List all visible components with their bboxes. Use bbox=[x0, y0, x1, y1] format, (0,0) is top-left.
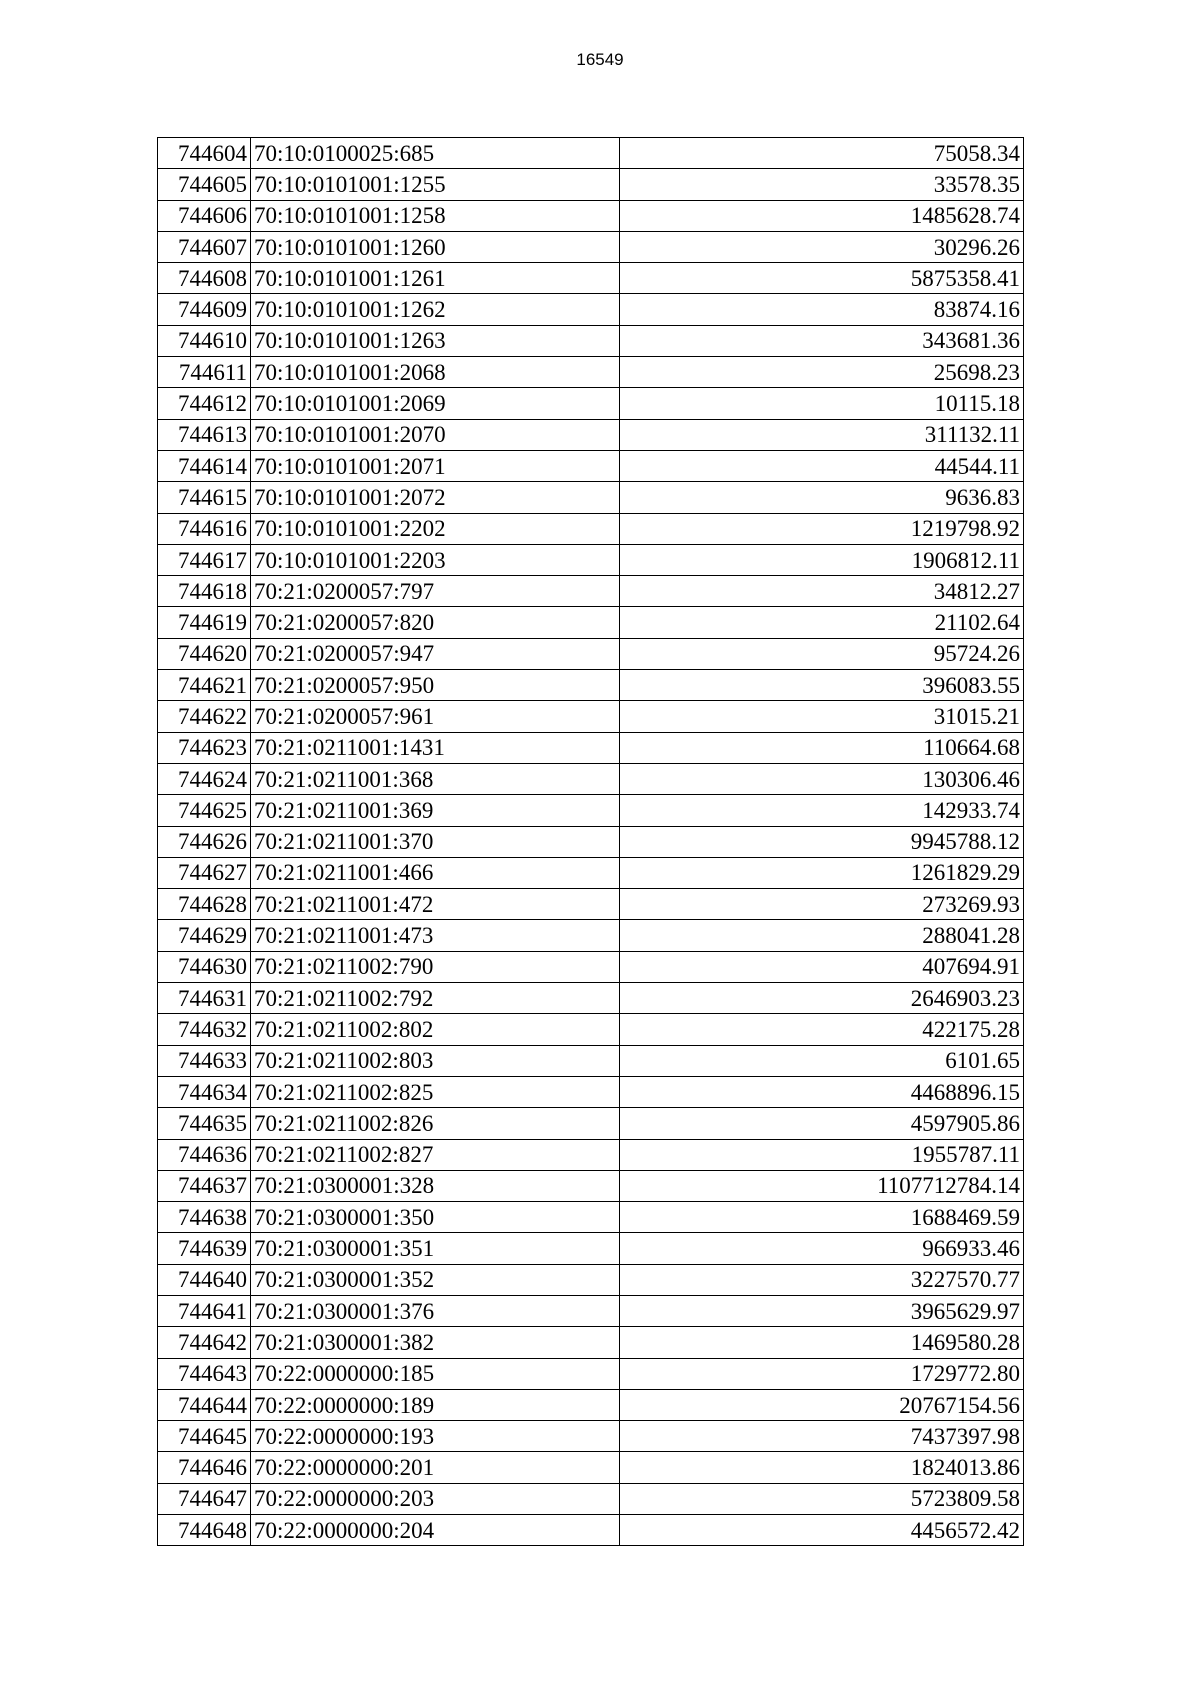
cadastral-number-cell: 70:21:0211002:803 bbox=[251, 1045, 620, 1076]
table-row bbox=[158, 450, 1024, 481]
cadastral-number-cell: 70:21:0300001:352 bbox=[251, 1264, 620, 1295]
cadastral-value-cell: 5875358.41 bbox=[620, 263, 1024, 294]
table-row bbox=[158, 1264, 1024, 1295]
cadastral-value-cell: 33578.35 bbox=[620, 169, 1024, 200]
cadastral-value-cell: 25698.23 bbox=[620, 357, 1024, 388]
cadastral-value-cell: 7437397.98 bbox=[620, 1421, 1024, 1452]
table-row bbox=[158, 138, 1024, 169]
cadastral-value-cell: 1107712784.14 bbox=[620, 1170, 1024, 1201]
table-row bbox=[158, 701, 1024, 732]
cadastral-number-cell: 70:10:0101001:1255 bbox=[251, 169, 620, 200]
table-row bbox=[158, 1515, 1024, 1546]
table-row bbox=[158, 388, 1024, 419]
row-id-cell: 744641 bbox=[158, 1295, 251, 1326]
table-row bbox=[158, 1139, 1024, 1170]
row-id-cell: 744607 bbox=[158, 231, 251, 262]
table-row bbox=[158, 1076, 1024, 1107]
cadastral-number-cell: 70:21:0300001:351 bbox=[251, 1233, 620, 1264]
row-id-cell: 744614 bbox=[158, 450, 251, 481]
row-id-cell: 744619 bbox=[158, 607, 251, 638]
cadastral-value-cell: 1688469.59 bbox=[620, 1202, 1024, 1233]
cadastral-value-cell: 110664.68 bbox=[620, 732, 1024, 763]
cadastral-value-cell: 288041.28 bbox=[620, 920, 1024, 951]
cadastral-number-cell: 70:10:0101001:2068 bbox=[251, 357, 620, 388]
table-row bbox=[158, 607, 1024, 638]
table-row bbox=[158, 1327, 1024, 1358]
row-id-cell: 744642 bbox=[158, 1327, 251, 1358]
table-row bbox=[158, 1295, 1024, 1326]
cadastral-value-cell: 422175.28 bbox=[620, 1014, 1024, 1045]
cadastral-value-cell: 6101.65 bbox=[620, 1045, 1024, 1076]
page-number: 16549 bbox=[576, 50, 624, 69]
row-id-cell: 744615 bbox=[158, 482, 251, 513]
cadastral-value-cell: 34812.27 bbox=[620, 576, 1024, 607]
row-id-cell: 744635 bbox=[158, 1108, 251, 1139]
cadastral-value-cell: 2646903.23 bbox=[620, 983, 1024, 1014]
row-id-cell: 744628 bbox=[158, 889, 251, 920]
table-row bbox=[158, 983, 1024, 1014]
row-id-cell: 744622 bbox=[158, 701, 251, 732]
table-row bbox=[158, 1358, 1024, 1389]
table-body bbox=[158, 138, 1024, 1546]
cadastral-value-cell: 311132.11 bbox=[620, 419, 1024, 450]
table-row bbox=[158, 357, 1024, 388]
row-id-cell: 744616 bbox=[158, 513, 251, 544]
cadastral-number-cell: 70:21:0211001:1431 bbox=[251, 732, 620, 763]
cadastral-number-cell: 70:21:0211002:792 bbox=[251, 983, 620, 1014]
cadastral-number-cell: 70:10:0101001:2069 bbox=[251, 388, 620, 419]
cadastral-number-cell: 70:10:0101001:2071 bbox=[251, 450, 620, 481]
table-row bbox=[158, 1014, 1024, 1045]
cadastral-number-cell: 70:21:0211001:472 bbox=[251, 889, 620, 920]
table-row bbox=[158, 200, 1024, 231]
table-row bbox=[158, 482, 1024, 513]
table-row bbox=[158, 513, 1024, 544]
cadastral-number-cell: 70:21:0211002:790 bbox=[251, 951, 620, 982]
cadastral-number-cell: 70:21:0300001:382 bbox=[251, 1327, 620, 1358]
cadastral-number-cell: 70:21:0211002:825 bbox=[251, 1076, 620, 1107]
row-id-cell: 744643 bbox=[158, 1358, 251, 1389]
cadastral-number-cell: 70:21:0211001:473 bbox=[251, 920, 620, 951]
table-row bbox=[158, 576, 1024, 607]
cadastral-value-cell: 1729772.80 bbox=[620, 1358, 1024, 1389]
row-id-cell: 744625 bbox=[158, 795, 251, 826]
cadastral-number-cell: 70:21:0200057:950 bbox=[251, 670, 620, 701]
table-row bbox=[158, 920, 1024, 951]
row-id-cell: 744636 bbox=[158, 1139, 251, 1170]
cadastral-number-cell: 70:22:0000000:203 bbox=[251, 1483, 620, 1514]
cadastral-number-cell: 70:10:0101001:1263 bbox=[251, 325, 620, 356]
cadastral-value-cell: 20767154.56 bbox=[620, 1389, 1024, 1420]
table-row bbox=[158, 544, 1024, 575]
row-id-cell: 744631 bbox=[158, 983, 251, 1014]
row-id-cell: 744639 bbox=[158, 1233, 251, 1264]
cadastral-value-cell: 1469580.28 bbox=[620, 1327, 1024, 1358]
row-id-cell: 744613 bbox=[158, 419, 251, 450]
cadastral-value-cell: 9945788.12 bbox=[620, 826, 1024, 857]
table-row bbox=[158, 1108, 1024, 1139]
cadastral-number-cell: 70:10:0101001:1258 bbox=[251, 200, 620, 231]
cadastral-number-cell: 70:22:0000000:185 bbox=[251, 1358, 620, 1389]
cadastral-value-cell: 3965629.97 bbox=[620, 1295, 1024, 1326]
table-row bbox=[158, 169, 1024, 200]
cadastral-number-cell: 70:21:0300001:350 bbox=[251, 1202, 620, 1233]
cadastral-value-cell: 396083.55 bbox=[620, 670, 1024, 701]
table-row bbox=[158, 1202, 1024, 1233]
cadastral-number-cell: 70:21:0211001:466 bbox=[251, 857, 620, 888]
row-id-cell: 744629 bbox=[158, 920, 251, 951]
table-row bbox=[158, 951, 1024, 982]
row-id-cell: 744621 bbox=[158, 670, 251, 701]
table-row bbox=[158, 795, 1024, 826]
cadastral-number-cell: 70:21:0211002:802 bbox=[251, 1014, 620, 1045]
table-row bbox=[158, 857, 1024, 888]
row-id-cell: 744647 bbox=[158, 1483, 251, 1514]
cadastral-number-cell: 70:21:0211002:827 bbox=[251, 1139, 620, 1170]
row-id-cell: 744620 bbox=[158, 638, 251, 669]
row-id-cell: 744610 bbox=[158, 325, 251, 356]
cadastral-value-cell: 4456572.42 bbox=[620, 1515, 1024, 1546]
table-row bbox=[158, 231, 1024, 262]
cadastral-value-cell: 1219798.92 bbox=[620, 513, 1024, 544]
cadastral-value-cell: 44544.11 bbox=[620, 450, 1024, 481]
row-id-cell: 744611 bbox=[158, 357, 251, 388]
cadastral-value-cell: 407694.91 bbox=[620, 951, 1024, 982]
cadastral-number-cell: 70:10:0101001:2203 bbox=[251, 544, 620, 575]
cadastral-value-cell: 343681.36 bbox=[620, 325, 1024, 356]
row-id-cell: 744648 bbox=[158, 1515, 251, 1546]
cadastral-value-table bbox=[157, 137, 1024, 1546]
cadastral-value-cell: 21102.64 bbox=[620, 607, 1024, 638]
row-id-cell: 744608 bbox=[158, 263, 251, 294]
row-id-cell: 744612 bbox=[158, 388, 251, 419]
table-row bbox=[158, 1421, 1024, 1452]
table-row bbox=[158, 1045, 1024, 1076]
row-id-cell: 744634 bbox=[158, 1076, 251, 1107]
cadastral-number-cell: 70:10:0101001:1262 bbox=[251, 294, 620, 325]
cadastral-number-cell: 70:10:0101001:1261 bbox=[251, 263, 620, 294]
cadastral-value-cell: 3227570.77 bbox=[620, 1264, 1024, 1295]
table-row bbox=[158, 419, 1024, 450]
cadastral-number-cell: 70:21:0211001:369 bbox=[251, 795, 620, 826]
cadastral-number-cell: 70:22:0000000:201 bbox=[251, 1452, 620, 1483]
table-row bbox=[158, 889, 1024, 920]
table-row bbox=[158, 763, 1024, 794]
cadastral-number-cell: 70:21:0200057:961 bbox=[251, 701, 620, 732]
cadastral-value-cell: 9636.83 bbox=[620, 482, 1024, 513]
table-row bbox=[158, 1233, 1024, 1264]
row-id-cell: 744638 bbox=[158, 1202, 251, 1233]
row-id-cell: 744617 bbox=[158, 544, 251, 575]
table-row bbox=[158, 1389, 1024, 1420]
row-id-cell: 744604 bbox=[158, 138, 251, 169]
row-id-cell: 744645 bbox=[158, 1421, 251, 1452]
table-row bbox=[158, 325, 1024, 356]
cadastral-number-cell: 70:10:0101001:1260 bbox=[251, 231, 620, 262]
table-row bbox=[158, 670, 1024, 701]
row-id-cell: 744618 bbox=[158, 576, 251, 607]
row-id-cell: 744646 bbox=[158, 1452, 251, 1483]
cadastral-number-cell: 70:21:0300001:328 bbox=[251, 1170, 620, 1201]
cadastral-number-cell: 70:21:0300001:376 bbox=[251, 1295, 620, 1326]
row-id-cell: 744605 bbox=[158, 169, 251, 200]
row-id-cell: 744627 bbox=[158, 857, 251, 888]
cadastral-value-cell: 31015.21 bbox=[620, 701, 1024, 732]
table-row bbox=[158, 826, 1024, 857]
cadastral-value-cell: 1485628.74 bbox=[620, 200, 1024, 231]
row-id-cell: 744623 bbox=[158, 732, 251, 763]
cadastral-number-cell: 70:10:0101001:2202 bbox=[251, 513, 620, 544]
cadastral-value-cell: 83874.16 bbox=[620, 294, 1024, 325]
cadastral-number-cell: 70:21:0200057:797 bbox=[251, 576, 620, 607]
cadastral-value-cell: 1955787.11 bbox=[620, 1139, 1024, 1170]
cadastral-value-cell: 95724.26 bbox=[620, 638, 1024, 669]
row-id-cell: 744640 bbox=[158, 1264, 251, 1295]
row-id-cell: 744637 bbox=[158, 1170, 251, 1201]
cadastral-value-cell: 10115.18 bbox=[620, 388, 1024, 419]
table-row bbox=[158, 1452, 1024, 1483]
row-id-cell: 744633 bbox=[158, 1045, 251, 1076]
cadastral-number-cell: 70:22:0000000:204 bbox=[251, 1515, 620, 1546]
cadastral-number-cell: 70:10:0101001:2072 bbox=[251, 482, 620, 513]
cadastral-number-cell: 70:21:0211002:826 bbox=[251, 1108, 620, 1139]
table-row bbox=[158, 1483, 1024, 1514]
cadastral-value-cell: 130306.46 bbox=[620, 763, 1024, 794]
row-id-cell: 744606 bbox=[158, 200, 251, 231]
cadastral-value-cell: 75058.34 bbox=[620, 138, 1024, 169]
cadastral-number-cell: 70:21:0211001:370 bbox=[251, 826, 620, 857]
cadastral-value-cell: 966933.46 bbox=[620, 1233, 1024, 1264]
cadastral-number-cell: 70:22:0000000:189 bbox=[251, 1389, 620, 1420]
cadastral-number-cell: 70:21:0200057:820 bbox=[251, 607, 620, 638]
row-id-cell: 744609 bbox=[158, 294, 251, 325]
row-id-cell: 744624 bbox=[158, 763, 251, 794]
cadastral-value-cell: 4468896.15 bbox=[620, 1076, 1024, 1107]
table-row bbox=[158, 263, 1024, 294]
table-row bbox=[158, 294, 1024, 325]
row-id-cell: 744644 bbox=[158, 1389, 251, 1420]
table-row bbox=[158, 732, 1024, 763]
cadastral-number-cell: 70:21:0200057:947 bbox=[251, 638, 620, 669]
cadastral-value-cell: 1824013.86 bbox=[620, 1452, 1024, 1483]
row-id-cell: 744626 bbox=[158, 826, 251, 857]
cadastral-value-cell: 1261829.29 bbox=[620, 857, 1024, 888]
cadastral-value-cell: 142933.74 bbox=[620, 795, 1024, 826]
table-row bbox=[158, 638, 1024, 669]
cadastral-number-cell: 70:22:0000000:193 bbox=[251, 1421, 620, 1452]
cadastral-value-cell: 5723809.58 bbox=[620, 1483, 1024, 1514]
cadastral-number-cell: 70:21:0211001:368 bbox=[251, 763, 620, 794]
row-id-cell: 744630 bbox=[158, 951, 251, 982]
cadastral-value-cell: 30296.26 bbox=[620, 231, 1024, 262]
cadastral-number-cell: 70:10:0101001:2070 bbox=[251, 419, 620, 450]
row-id-cell: 744632 bbox=[158, 1014, 251, 1045]
cadastral-value-cell: 273269.93 bbox=[620, 889, 1024, 920]
cadastral-value-cell: 1906812.11 bbox=[620, 544, 1024, 575]
cadastral-number-cell: 70:10:0100025:685 bbox=[251, 138, 620, 169]
table-row bbox=[158, 1170, 1024, 1201]
cadastral-value-cell: 4597905.86 bbox=[620, 1108, 1024, 1139]
